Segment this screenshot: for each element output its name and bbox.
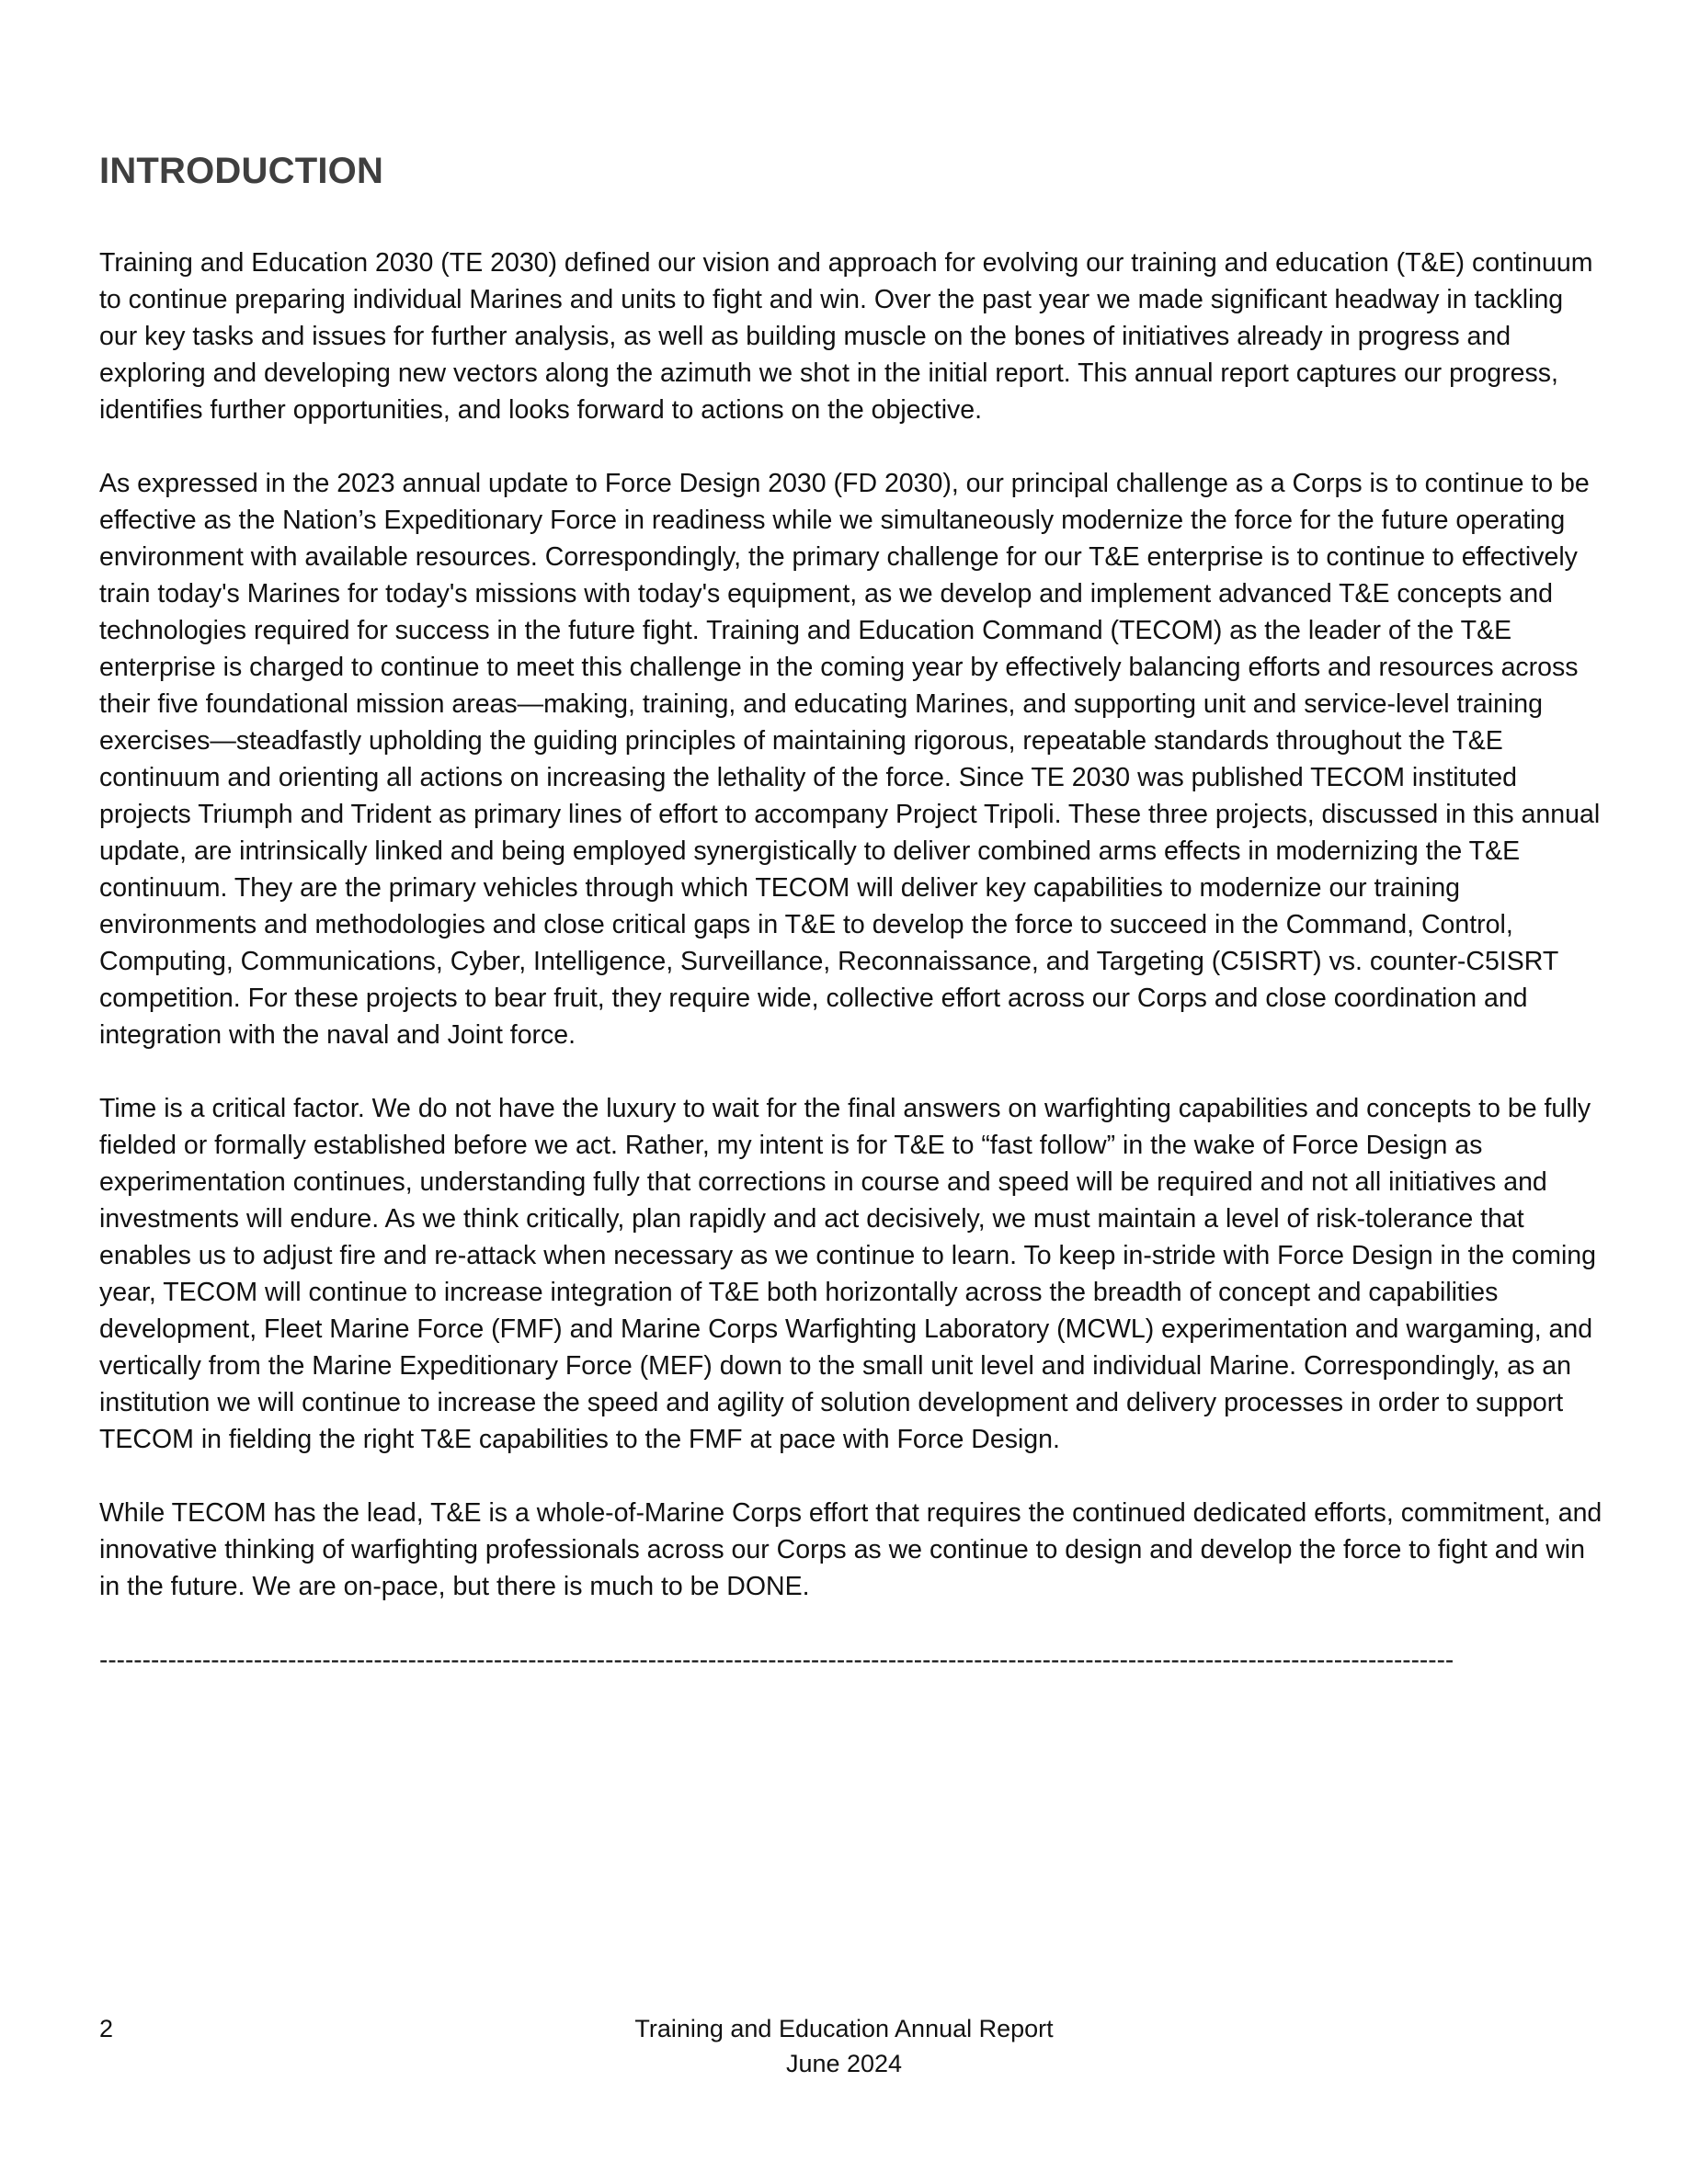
dashed-separator: -------------------------------------------------------------------------------------------------------------------------------------------------------------- (99, 1645, 1454, 1674)
body-text (99, 245, 1607, 1678)
section-heading: INTRODUCTION (99, 151, 384, 191)
footer-date: June 2024 (785, 2050, 903, 2077)
paragraph-4: While TECOM has the lead, T&E is a whole-of-Marine Corps effort that requires the continued dedicated efforts, commitment, and innovative thinking of warfighting professionals across our Corps as we continue to design and develop the force to fight and win in the future. We are on-pace, but there is much to be DONE. (99, 1498, 1602, 1601)
paragraph-1: Training and Education 2030 (TE 2030) defined our vision and approach for evolving our training and education (T&E) continuum to continue preparing individual Marines and units to fight and win. Over the past year we made significant headway in tackling our key tasks and issues for further analysis, as well as building muscle on the bones of initiatives already in progress and exploring and developing new vectors along the azimuth we shot in the initial report. This annual report captures our progress, identifies further opportunities, and looks forward to actions on the objective. (99, 248, 1593, 425)
footer-center (0, 2011, 1688, 2081)
paragraph-2: As expressed in the 2023 annual update to Force Design 2030 (FD 2030), our principal challenge as a Corps is to continue to be effective as the Nation’s Expeditionary Force in readiness while we simultaneously modernize the force for the future operating environment with available resources. Correspondingly, the primary challenge for our T&E enterprise is to continue to effectively train today's Marines for today's missions with today's equipment, as we develop and implement advanced T&E concepts and technologies required for success in the future fight. Training and Education Command (TECOM) as the leader of the T&E enterprise is charged to continue to meet this challenge in the coming year by effectively balancing efforts and resources across their five foundational mission areas—making, training, and educating Marines, and supporting unit and service-level training exercises—steadfastly upholding the guiding principles of maintaining rigorous, repeatable standards throughout the T&E continuum and orienting all actions on increasing the lethality of the force. Since TE 2030 was published TECOM instituted projects Triumph and Trident as primary lines of effort to accompany Project Tripoli. These three projects, discussed in this annual update, are intrinsically linked and being employed synergistically to deliver combined arms effects in modernizing the T&E continuum. They are the primary vehicles through which TECOM will deliver key capabilities to modernize our training environments and methodologies and close critical gaps in T&E to develop the force to succeed in the Command, Control, Computing, Communications, Cyber, Intelligence, Surveillance, Reconnaissance, and Targeting (C5ISRT) vs. counter-C5ISRT competition. For these projects to bear fruit, they require wide, collective effort across our Corps and close coordination and integration with the naval and Joint force. (99, 469, 1601, 1050)
page-number: 2 (99, 2015, 114, 2042)
paragraph-3: Time is a critical factor. We do not have the luxury to wait for the final answers on warfighting capabilities and concepts to be fully fielded or formally established before we act. Rather, my intent is for T&E to “fast follow” in the wake of Force Design as experimentation continues, understanding fully that corrections in course and speed will be required and not all initiatives and investments will endure. As we think critically, plan rapidly and act decisively, we must maintain a level of risk-tolerance that enables us to adjust fire and re-attack when necessary as we continue to learn. To keep in-stride with Force Design in the coming year, TECOM will continue to increase integration of T&E both horizontally across the breadth of concept and capabilities development, Fleet Marine Force (FMF) and Marine Corps Warfighting Laboratory (MCWL) experimentation and wargaming, and vertically from the Marine Expeditionary Force (MEF) down to the small unit level and individual Marine. Correspondingly, as an institution we will continue to increase the speed and agility of solution development and delivery processes in order to support TECOM in fielding the right T&E capabilities to the FMF at pace with Force Design. (99, 1094, 1597, 1454)
footer-report-title: Training and Education Annual Report (634, 2015, 1054, 2042)
